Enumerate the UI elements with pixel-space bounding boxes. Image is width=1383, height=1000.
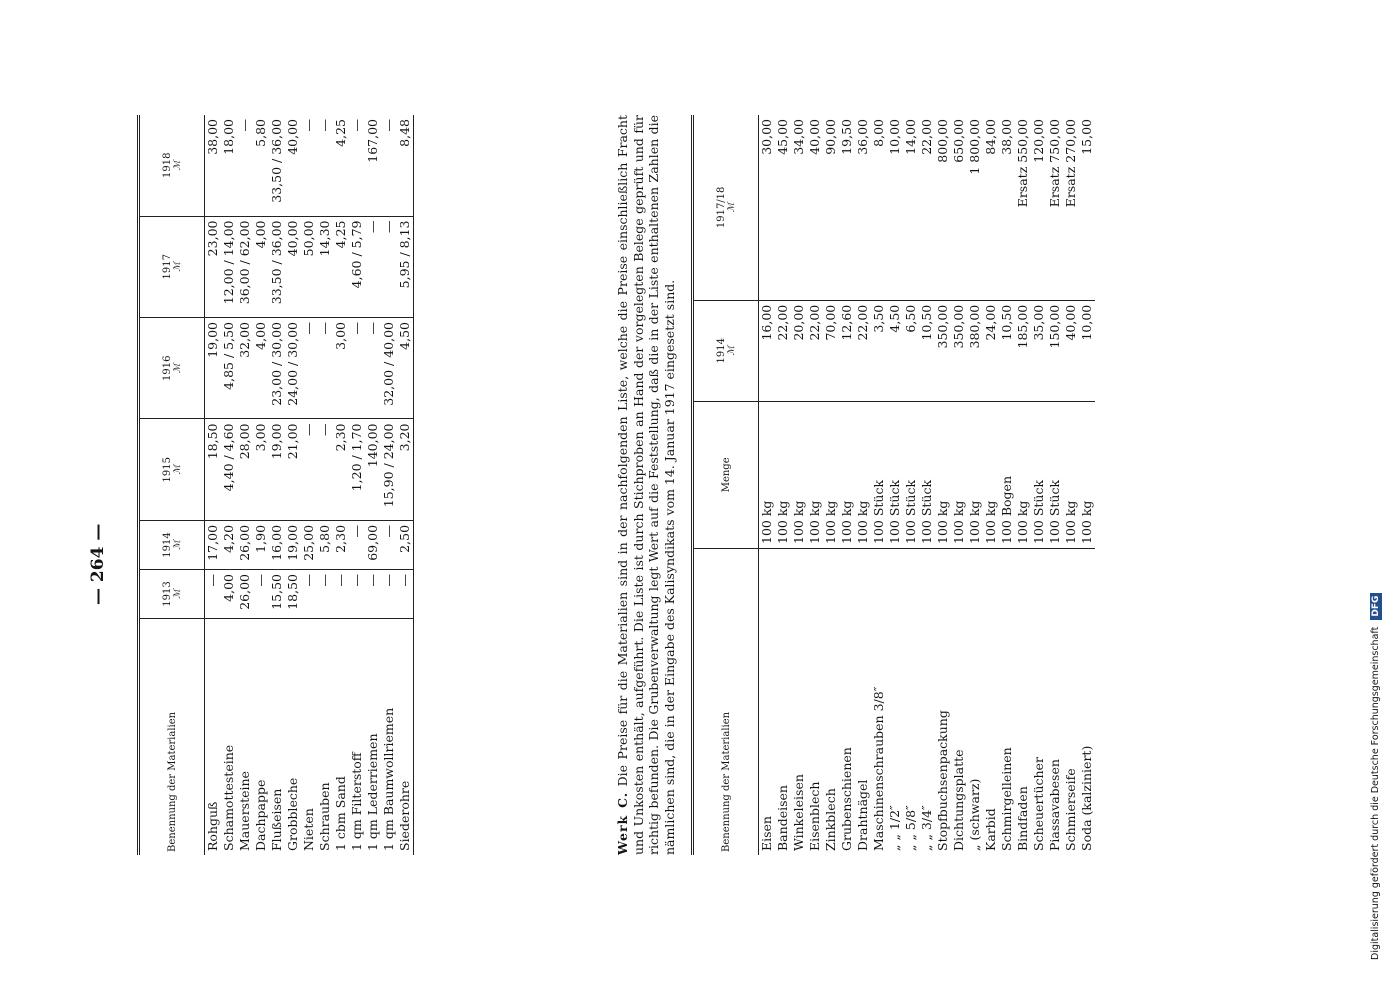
material-name-cell: Zinkblech (823, 788, 838, 851)
value-cell: 32,00 / 40,00 (381, 318, 397, 419)
table2-body (759, 115, 1096, 855)
value-cell: 10,00 (1079, 300, 1095, 401)
value-cell: 6,50 (903, 300, 919, 401)
value-cell: — (381, 115, 397, 216)
value-cell: 4,60 / 5,79 (349, 216, 365, 317)
table2-row (823, 115, 839, 855)
value-cell: 19,00 (205, 318, 222, 419)
price-table-2 (691, 115, 1095, 855)
value-cell: 167,00 (365, 115, 381, 216)
value-cell: 4,00 (253, 318, 269, 419)
table2-row (903, 115, 919, 855)
table2-row (1063, 115, 1079, 855)
material-name-cell: Dichtungsplatte (951, 749, 966, 851)
value-cell: 1,20 / 1,70 (349, 419, 365, 520)
table2-row (1047, 115, 1063, 855)
material-name-cell: Mauersteine (237, 771, 252, 851)
value-cell: 4,40 / 4,60 (221, 419, 237, 520)
value-cell: 12,60 (839, 300, 855, 401)
table2-row (1015, 115, 1031, 855)
werk-c-note (615, 115, 677, 855)
value-cell: 100 kg (1015, 401, 1031, 548)
material-name-cell: Grubenschienen (839, 747, 854, 851)
table2-row (775, 115, 791, 855)
value-cell: — (253, 569, 269, 618)
value-cell: — (301, 115, 317, 216)
value-cell: 26,00 (237, 520, 253, 569)
value-cell: 120,00 (1031, 115, 1047, 300)
value-cell: 22,00 (807, 300, 823, 401)
table2-header: 1917/18 ℳ (693, 115, 759, 300)
value-cell: 22,00 (775, 300, 791, 401)
table2-row (855, 115, 871, 855)
material-name-cell: „ (schwarz) (967, 778, 982, 851)
value-cell: 100 Stück (919, 401, 935, 548)
value-cell: 4,20 (221, 520, 237, 569)
material-name-cell: „ „ 1/2″ (887, 805, 902, 851)
value-cell: 100 kg (791, 401, 807, 548)
value-cell: 25,00 (301, 520, 317, 569)
dfg-logo: DFG (1370, 593, 1382, 620)
table2-row (871, 115, 887, 855)
value-cell: 16,00 (269, 520, 285, 569)
value-cell: 38,00 (999, 115, 1015, 300)
value-cell: 33,50 / 36,00 (269, 115, 285, 216)
table1-row (317, 115, 333, 855)
material-name-cell: Siederohre (397, 780, 412, 851)
material-name-cell: Schmierseife (1063, 768, 1078, 851)
value-cell: 35,00 (1031, 300, 1047, 401)
value-cell: 30,00 (759, 115, 776, 300)
table1-header: 1917 ℳ (139, 216, 205, 317)
value-cell: 4,00 (253, 216, 269, 317)
table2-row (759, 115, 776, 855)
value-cell: — (333, 569, 349, 618)
table2-row (839, 115, 855, 855)
value-cell: 18,00 (221, 115, 237, 216)
value-cell: 69,00 (365, 520, 381, 569)
page-number: — 264 — (88, 523, 108, 605)
value-cell: 100 kg (839, 401, 855, 548)
value-cell: 3,20 (397, 419, 414, 520)
value-cell: 15,90 / 24,00 (381, 419, 397, 520)
table1-row (381, 115, 397, 855)
value-cell: 100 Stück (1031, 401, 1047, 548)
value-cell: 50,00 (301, 216, 317, 317)
table2-header-row (693, 115, 759, 855)
value-cell: 150,00 (1047, 300, 1063, 401)
value-cell: 8,00 (871, 115, 887, 300)
value-cell: 100 kg (855, 401, 871, 548)
value-cell: 24,00 / 30,00 (285, 318, 301, 419)
value-cell: 10,50 (999, 300, 1015, 401)
value-cell: 15,50 (269, 569, 285, 618)
table2-row (951, 115, 967, 855)
value-cell: 34,00 (791, 115, 807, 300)
material-name-cell: Bindfaden (1015, 786, 1030, 851)
note-label: Werk C. (615, 791, 630, 855)
table1-row (237, 115, 253, 855)
value-cell: 100 kg (983, 401, 999, 548)
value-cell: 1 800,00 (967, 115, 983, 300)
note-text: Die Preise für die Materialien sind in der nachfolgenden Liste, welche die Preise einschließlich Fracht und Unkosten enthält, aufgeführt. Die Liste ist durch Stichproben an Hand der vorgelegten Belege geprüft und für richtig befunden. Die Grubenverwaltung legt Wert auf die Feststellung, daß die in der Liste enthaltenen Zahlen die nämlichen sind, die in der Eingabe des Kalisyndikats vom 14. Januar 1917 eingesetzt sind. (615, 115, 677, 855)
credit-text: Digitalisierung gefördert durch die Deutsche Forschungsgemeinschaft (1370, 626, 1381, 960)
table1-row (285, 115, 301, 855)
value-cell: 40,00 (1063, 300, 1079, 401)
value-cell: 100 kg (807, 401, 823, 548)
value-cell: 4,50 (397, 318, 414, 419)
value-cell: 350,00 (935, 300, 951, 401)
table1-row (269, 115, 285, 855)
value-cell: 100 kg (1079, 401, 1095, 548)
value-cell: 70,00 (823, 300, 839, 401)
table1-row (333, 115, 349, 855)
table2-header: Menge (693, 401, 759, 548)
value-cell: — (349, 520, 365, 569)
value-cell: 19,50 (839, 115, 855, 300)
material-name-cell: Rohguß (205, 801, 220, 851)
value-cell: 100 kg (1063, 401, 1079, 548)
material-name-cell: Nieten (301, 808, 316, 851)
material-name-cell: Bandeisen (775, 785, 790, 851)
table2-row (919, 115, 935, 855)
value-cell: 17,00 (205, 520, 222, 569)
value-cell: 16,00 (759, 300, 776, 401)
value-cell: 100 kg (951, 401, 967, 548)
value-cell: 650,00 (951, 115, 967, 300)
value-cell: 100 Stück (887, 401, 903, 548)
value-cell: Ersatz 750,00 (1047, 115, 1063, 300)
value-cell: 18,50 (205, 419, 222, 520)
value-cell: 21,00 (285, 419, 301, 520)
table1-row (205, 115, 222, 855)
value-cell: 19,00 (269, 419, 285, 520)
value-cell: 4,25 (333, 216, 349, 317)
value-cell: 36,00 / 62,00 (237, 216, 253, 317)
value-cell: — (381, 569, 397, 618)
value-cell: 3,00 (253, 419, 269, 520)
value-cell: 10,00 (887, 115, 903, 300)
table2-header: Benennung der Materialien (693, 549, 759, 856)
value-cell: — (301, 569, 317, 618)
value-cell: — (381, 216, 397, 317)
material-name-cell: 1 qm Baumwollriemen (381, 707, 396, 851)
table1-row (397, 115, 414, 855)
value-cell: 4,85 / 5,50 (221, 318, 237, 419)
value-cell: 28,00 (237, 419, 253, 520)
table1-row (221, 115, 237, 855)
value-cell: 185,00 (1015, 300, 1031, 401)
value-cell: — (349, 115, 365, 216)
value-cell: — (317, 318, 333, 419)
table2-row (1031, 115, 1047, 855)
value-cell: 140,00 (365, 419, 381, 520)
value-cell: 3,00 (333, 318, 349, 419)
value-cell: 15,00 (1079, 115, 1095, 300)
value-cell: — (381, 520, 397, 569)
material-name-cell: Maschinenschrauben 3/8″ (871, 686, 886, 851)
table2-row (983, 115, 999, 855)
value-cell: 5,80 (317, 520, 333, 569)
material-name-cell: Piassavabesen (1047, 759, 1062, 851)
value-cell: 4,00 (221, 569, 237, 618)
table2-row (935, 115, 951, 855)
value-cell: 100 Stück (1047, 401, 1063, 548)
value-cell: 3,50 (871, 300, 887, 401)
value-cell: 23,00 / 30,00 (269, 318, 285, 419)
material-name-cell: Karbid (983, 808, 998, 851)
value-cell: 2,50 (397, 520, 414, 569)
value-cell: 90,00 (823, 115, 839, 300)
table2-row (999, 115, 1015, 855)
material-name-cell: „ „ 3/4″ (919, 805, 934, 851)
value-cell: — (365, 569, 381, 618)
value-cell: 2,30 (333, 419, 349, 520)
value-cell: 26,00 (237, 569, 253, 618)
value-cell: 45,00 (775, 115, 791, 300)
value-cell: 32,00 (237, 318, 253, 419)
value-cell: — (349, 569, 365, 618)
table1-header: 1915 ℳ (139, 419, 205, 520)
price-table-1 (137, 115, 414, 855)
value-cell: Ersatz 270,00 (1063, 115, 1079, 300)
value-cell: 100 kg (775, 401, 791, 548)
value-cell: 22,00 (919, 115, 935, 300)
value-cell: 22,00 (855, 300, 871, 401)
value-cell: 33,50 / 36,00 (269, 216, 285, 317)
table1-body (205, 115, 414, 855)
value-cell: — (317, 419, 333, 520)
value-cell: 1,90 (253, 520, 269, 569)
value-cell: 5,95 / 8,13 (397, 216, 414, 317)
material-name-cell: 1 cbm Sand (333, 776, 348, 851)
value-cell: 18,50 (285, 569, 301, 618)
value-cell: 350,00 (951, 300, 967, 401)
table1-header-row (139, 115, 205, 855)
material-name-cell: Drahtnägel (855, 779, 870, 851)
value-cell: 14,30 (317, 216, 333, 317)
table2-row (967, 115, 983, 855)
material-name-cell: Grobbleche (285, 777, 300, 851)
table1-header: 1916 ℳ (139, 318, 205, 419)
material-name-cell: 1 qm Lederriemen (365, 733, 380, 851)
value-cell: 40,00 (285, 216, 301, 317)
value-cell: 100 kg (935, 401, 951, 548)
value-cell: 800,00 (935, 115, 951, 300)
value-cell: 2,30 (333, 520, 349, 569)
value-cell: 100 kg (967, 401, 983, 548)
value-cell: 23,00 (205, 216, 222, 317)
value-cell: 12,00 / 14,00 (221, 216, 237, 317)
value-cell: — (397, 569, 414, 618)
value-cell: — (301, 318, 317, 419)
table1-header: 1913 ℳ (139, 569, 205, 618)
value-cell: 5,80 (253, 115, 269, 216)
value-cell: 14,00 (903, 115, 919, 300)
value-cell: — (365, 216, 381, 317)
value-cell: 100 Bogen (999, 401, 1015, 548)
value-cell: — (349, 318, 365, 419)
table1-row (301, 115, 317, 855)
value-cell: — (205, 569, 222, 618)
value-cell: 24,00 (983, 300, 999, 401)
material-name-cell: Eisen (759, 816, 774, 851)
value-cell: 100 Stück (903, 401, 919, 548)
value-cell: — (317, 115, 333, 216)
value-cell: — (237, 115, 253, 216)
value-cell: — (317, 569, 333, 618)
table1-row (365, 115, 381, 855)
table2-row (887, 115, 903, 855)
material-name-cell: Stopfbuchsenpackung (935, 710, 950, 851)
table2-row (1079, 115, 1095, 855)
material-name-cell: Eisenblech (807, 781, 822, 851)
material-name-cell: Scheuertücher (1031, 757, 1046, 851)
value-cell: — (301, 419, 317, 520)
value-cell: 38,00 (205, 115, 222, 216)
table1-header: 1918 ℳ (139, 115, 205, 216)
table1-row (349, 115, 365, 855)
value-cell: — (365, 318, 381, 419)
material-name-cell: Dachpappe (253, 779, 268, 851)
value-cell: 8,48 (397, 115, 414, 216)
material-name-cell: Schrauben (317, 782, 332, 851)
table2-row (807, 115, 823, 855)
table1-row (253, 115, 269, 855)
material-name-cell: Soda (kalziniert) (1079, 745, 1094, 851)
table2-header: 1914 ℳ (693, 300, 759, 401)
value-cell: 100 kg (759, 401, 776, 548)
value-cell: 84,00 (983, 115, 999, 300)
value-cell: 4,25 (333, 115, 349, 216)
value-cell: 100 Stück (871, 401, 887, 548)
value-cell: 10,50 (919, 300, 935, 401)
material-name-cell: Schamottesteine (221, 744, 236, 851)
value-cell: 40,00 (285, 115, 301, 216)
table1-header: Benennung der Materialien (139, 619, 205, 856)
table1-header: 1914 ℳ (139, 520, 205, 569)
value-cell: 20,00 (791, 300, 807, 401)
value-cell: 40,00 (807, 115, 823, 300)
value-cell: 380,00 (967, 300, 983, 401)
material-name-cell: Winkeleisen (791, 774, 806, 851)
value-cell: Ersatz 550,00 (1015, 115, 1031, 300)
value-cell: 36,00 (855, 115, 871, 300)
value-cell: 100 kg (823, 401, 839, 548)
value-cell: 4,50 (887, 300, 903, 401)
material-name-cell: Flußeisen (269, 788, 284, 851)
table2-row (791, 115, 807, 855)
material-name-cell: „ „ 5/8″ (903, 805, 918, 851)
value-cell: 19,00 (285, 520, 301, 569)
material-name-cell: Schmirgelleinen (999, 747, 1014, 851)
material-name-cell: 1 qm Filterstoff (349, 752, 364, 851)
